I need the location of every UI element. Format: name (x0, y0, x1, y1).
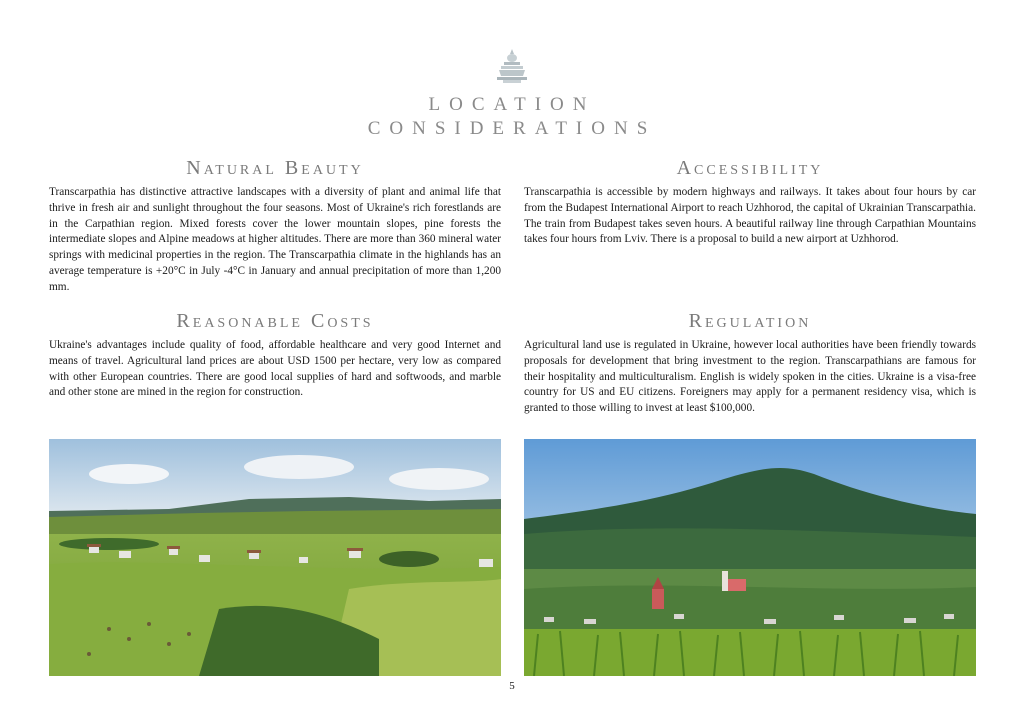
page-title-line-1: LOCATION (428, 94, 596, 115)
section-heading: Accessibility (676, 157, 824, 179)
section-body: Ukraine's advantages include quality of food, affordable healthcare and very good Internet and means of travel. Agricultural land prices are about USD 1500 per hectare, very low as compared with other European countries. There are good local supplies of hard and softwoods, and marble and other stone are mined in the region for construction. (49, 339, 501, 399)
section-accessibility (524, 157, 976, 248)
valley-village-photo (49, 439, 501, 676)
page-title (300, 93, 724, 141)
section-heading: Natural Beauty (186, 157, 364, 179)
section-body: Transcarpathia is accessible by modern highways and railways. It takes about four hours by car from the Budapest International Airport to reach Uzhhorod, the capital of Ukrainian Transcarpathia. The train from Budapest takes seven hours. A beautiful railway line through Carpathian Mountains takes four hours from Lviv. There is a proposal to build a new airport at Uzhhorod. (524, 186, 976, 246)
section-regulation (524, 310, 976, 417)
section-natural-beauty (49, 157, 501, 296)
section-body: Transcarpathia has distinctive attractive landscapes with a diversity of plant and animal life that thrive in fresh air and sunlight throughout the four seasons. Most of Ukraine's rich forestlands are in the Carpathian region. Mixed forests cover the lower mountain slopes, pine forests the intermediate slopes and Alpine meadows at higher altitudes. There are more than 360 mineral water springs with medicinal properties in the region. The Transcarpathia climate in the highlands has an average temperature is +20°C in July -4°C in January and annual precipitation of more than 1,200 mm. (49, 186, 501, 293)
page-title-line-2: CONSIDERATIONS (367, 118, 657, 139)
page-number: 5 (509, 680, 515, 692)
section-body: Agricultural land use is regulated in Ukraine, however local authorities have been friendly towards proposals for development that bring investment to the region. Transcarpathians are famous for their hospitality and multiculturalism. English is widely spoken in the cities. Ukraine is a visa-free country for US and EU citizens. Foreigners may apply for a permanent residency visa, which is granted to those willing to invest at least $100,000. (524, 339, 976, 415)
section-heading: Reasonable Costs (176, 310, 374, 332)
section-reasonable-costs (49, 310, 501, 401)
mountain-church-photo (524, 439, 976, 676)
ornament-logo-icon (495, 48, 529, 84)
section-heading: Regulation (688, 310, 812, 332)
